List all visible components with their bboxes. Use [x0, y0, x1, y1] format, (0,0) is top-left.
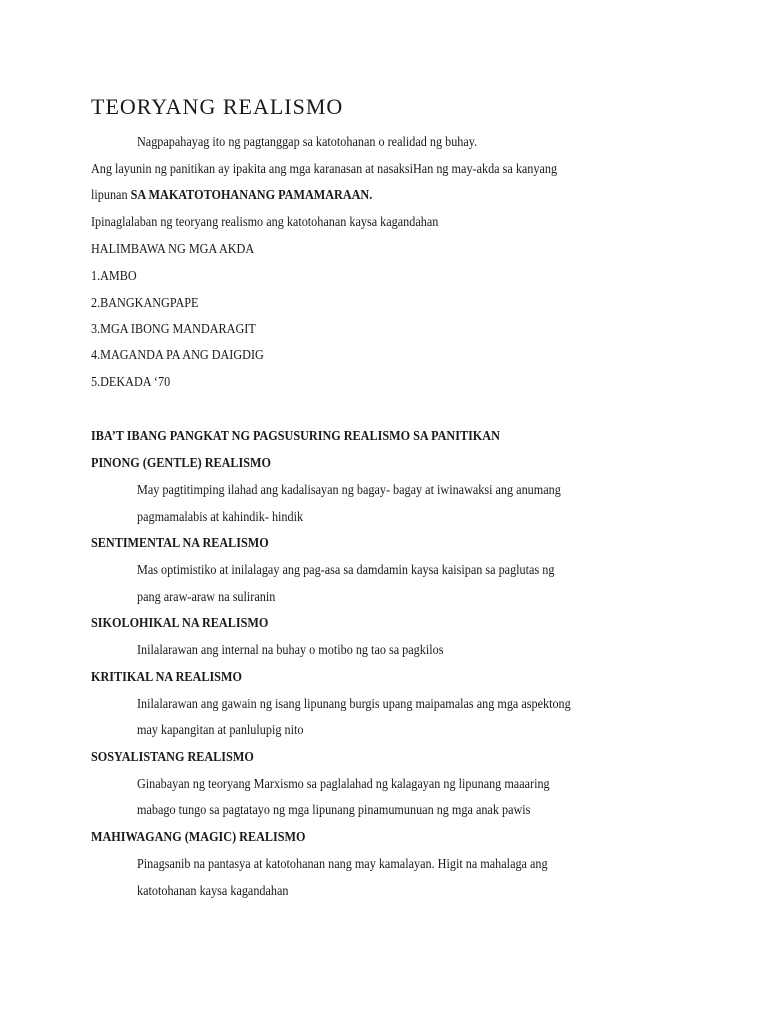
- examples-heading: HALIMBAWA NG MGA AKDA: [91, 242, 255, 257]
- type-description: Inilalarawan ang gawain ng isang lipunang burgis upang maipamalas ang mga aspektong: [137, 697, 571, 712]
- type-description: Inilalarawan ang internal na buhay o motibo ng tao sa pagkilos: [137, 643, 444, 658]
- type-heading: SENTIMENTAL NA REALISMO: [91, 536, 269, 551]
- type-description: pang araw-araw na suliranin: [137, 590, 276, 605]
- type-heading: SOSYALISTANG REALISMO: [91, 750, 254, 765]
- type-description: Pinagsanib na pantasya at katotohanan nang may kamalayan. Higit na mahalaga ang: [137, 857, 548, 872]
- intro-line: [91, 187, 414, 205]
- type-heading: PINONG (GENTLE) REALISMO: [91, 456, 272, 471]
- example-item: 4.MAGANDA PA ANG DAIGDIG: [91, 348, 264, 363]
- type-description: may kapangitan at panlulupig nito: [137, 723, 304, 738]
- intro-bold-text: SA MAKATOTOHANANG PAMAMARAAN.: [130, 188, 373, 203]
- intro-plain-text: lipunan: [91, 188, 131, 203]
- type-description: Mas optimistiko at inilalagay ang pag-asa sa damdamin kaysa kaisipan sa paglutas ng: [137, 563, 555, 578]
- intro-line: Ang layunin ng panitikan ay ipakita ang mga karanasan at nasaksiHan ng may-akda sa kanyang: [91, 162, 558, 177]
- example-item: 5.DEKADA ‘70: [91, 375, 171, 390]
- intro-line: Nagpapahayag ito ng pagtanggap sa katotohanan o realidad ng buhay.: [137, 135, 478, 150]
- type-heading: KRITIKAL NA REALISMO: [91, 670, 242, 685]
- type-heading: SIKOLOHIKAL NA REALISMO: [91, 616, 269, 631]
- document-title: TEORYANG REALISMO: [91, 94, 344, 119]
- type-description: katotohanan kaysa kagandahan: [137, 884, 289, 899]
- example-item: 1.AMBO: [91, 269, 137, 284]
- type-description: May pagtitimping ilahad ang kadalisayan ng bagay- bagay at iwinawaksi ang anumang: [137, 483, 561, 498]
- type-heading: MAHIWAGANG (MAGIC) REALISMO: [91, 830, 306, 845]
- type-description: mabago tungo sa pagtatayo ng mga lipunang pinamumunuan ng mga anak pawis: [137, 803, 531, 818]
- example-item: 2.BANGKANGPAPE: [91, 296, 199, 311]
- section-heading: IBA’T IBANG PANGKAT NG PAGSUSURING REALISMO SA PANITIKAN: [91, 429, 500, 444]
- type-description: pagmamalabis at kahindik- hindik: [137, 510, 304, 525]
- intro-line: Ipinaglalaban ng teoryang realismo ang katotohanan kaysa kagandahan: [91, 215, 439, 230]
- type-description: Ginabayan ng teoryang Marxismo sa paglalahad ng kalagayan ng lipunang maaaring: [137, 777, 550, 792]
- example-item: 3.MGA IBONG MANDARAGIT: [91, 322, 256, 337]
